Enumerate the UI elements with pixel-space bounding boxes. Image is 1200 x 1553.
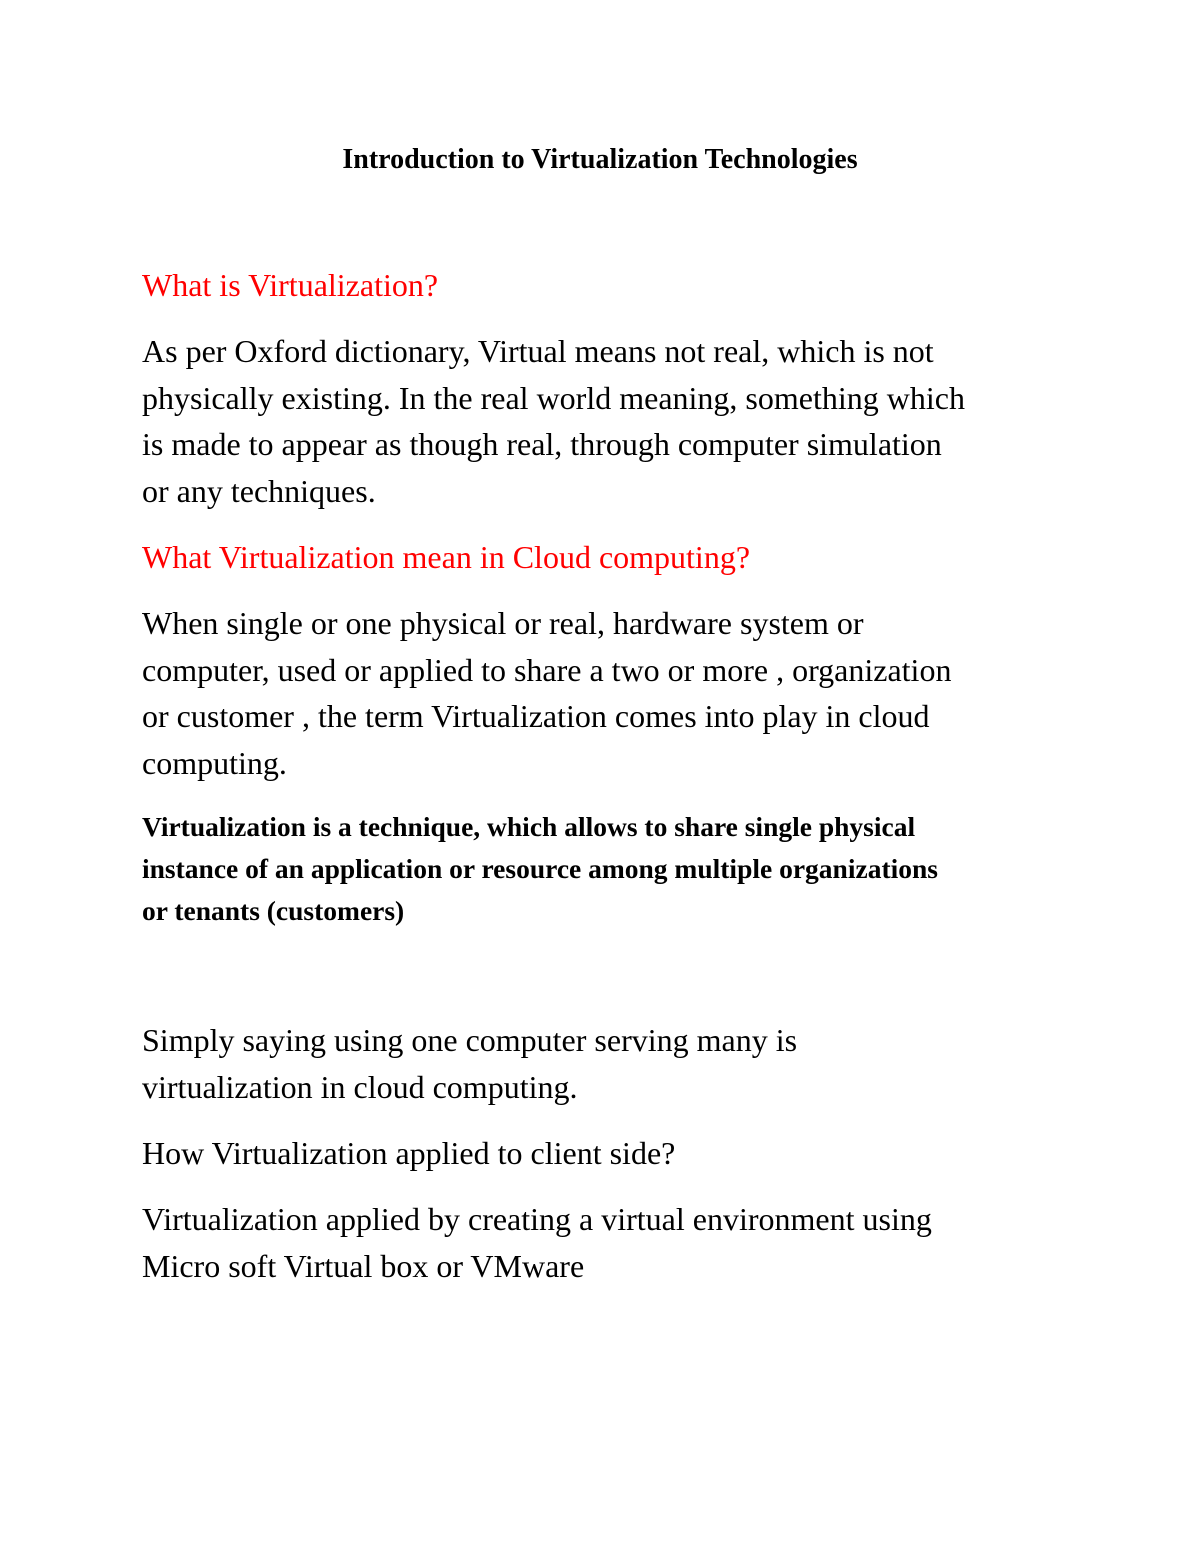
paragraph-line: computer, used or applied to share a two or more , organization xyxy=(142,651,952,688)
section-heading-what-is-virtualization: What is Virtualization? xyxy=(142,267,439,303)
paragraph-line: physically existing. In the real world meaning, something which xyxy=(142,379,965,416)
section-heading-virtualization-cloud: What Virtualization mean in Cloud computing? xyxy=(142,539,751,575)
section-heading-client-side: How Virtualization applied to client side? xyxy=(142,1135,676,1171)
paragraph-line: is made to appear as though real, through computer simulation xyxy=(142,426,942,462)
paragraph-line: When single or one physical or real, hardware system or xyxy=(142,605,864,641)
paragraph-line: computing. xyxy=(142,744,287,781)
definition-line: Virtualization is a technique, which allows to share single physical xyxy=(142,811,916,842)
paragraph-cloud-meaning xyxy=(142,600,1072,786)
definition-paragraph xyxy=(142,806,1072,932)
paragraph-line: Micro soft Virtual box or VMware xyxy=(142,1247,585,1284)
paragraph-oxford-definition xyxy=(142,328,1072,514)
paragraph-line: As per Oxford dictionary, Virtual means not real, which is not xyxy=(142,333,934,369)
document-title: Introduction to Virtualization Technologies xyxy=(342,144,858,175)
paragraph-line: Virtualization applied by creating a virtual environment using xyxy=(142,1201,932,1237)
paragraph-line: virtualization in cloud computing. xyxy=(142,1068,578,1105)
paragraph-client-side xyxy=(142,1196,1072,1289)
paragraph-line: Simply saying using one computer serving many is xyxy=(142,1022,798,1058)
definition-line: instance of an application or resource among multiple organizations xyxy=(142,853,938,884)
summary-paragraph xyxy=(142,1017,1072,1110)
definition-line: or tenants (customers) xyxy=(142,895,405,926)
paragraph-line: or customer , the term Virtualization comes into play in cloud xyxy=(142,698,930,734)
paragraph-line: or any techniques. xyxy=(142,472,376,509)
